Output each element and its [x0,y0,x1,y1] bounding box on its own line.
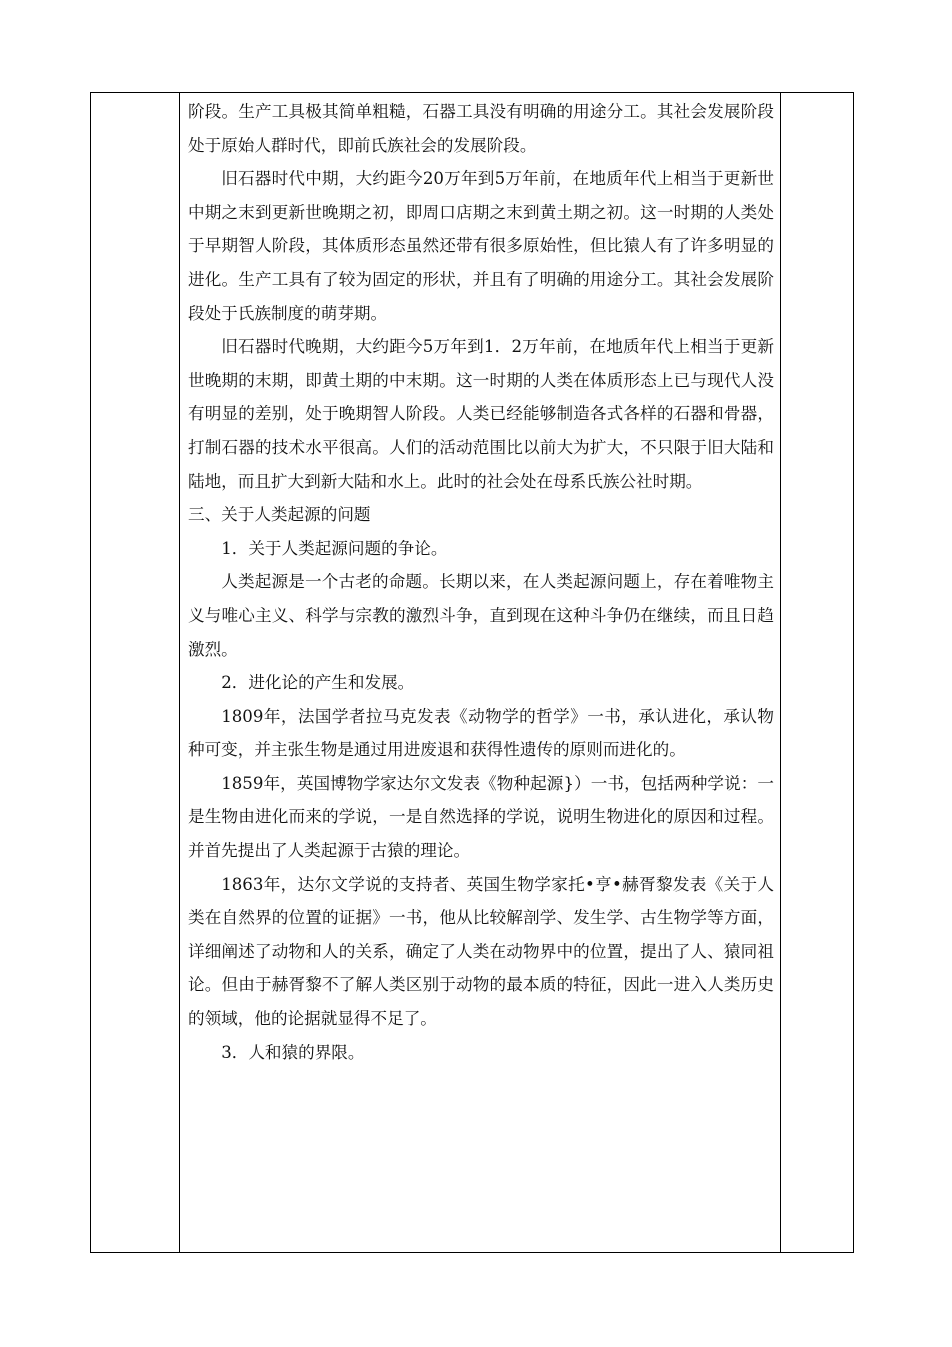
right-column-cell [781,93,854,1253]
content-text [180,93,780,1069]
paragraph-5: 1809年，法国学者拉马克发表《动物学的哲学》一书，承认进化，承认物种可变，并主张生物是通过用进废退和获得性遗传的原则而进化的。 [188,706,774,760]
paragraph-3: 旧石器时代晚期，大约距今5万年到1．2万年前，在地质年代上相当于更新世晚期的末期，即黄土期的中末期。这一时期的人类在体质形态上已与现代人没有明显的差别，处于晚期智人阶段。人类已经能够制造各式各样的石器和骨器，打制石器的技术水平很高。人们的活动范围比以前大为扩大，不只限于旧大陆和陆地，而且扩大到新大陆和水上。此时的社会处在母系氏族公社时期。 [188,337,774,491]
paragraph-1: 阶段。生产工具极其简单粗糙，石器工具没有明确的用途分工。其社会发展阶段处于原始人群时代，即前氏族社会的发展阶段。 [188,102,774,155]
content-cell [180,93,781,1253]
paragraph-4: 人类起源是一个古老的命题。长期以来，在人类起源问题上，存在着唯物主义与唯心主义、科学与宗教的激烈斗争，直到现在这种斗争仍在继续，而且日趋激烈。 [188,572,774,659]
section-heading: 三、关于人类起源的问题 [188,505,371,525]
subheading-2: 2．进化论的产生和发展。 [221,673,415,693]
lesson-table [90,92,854,1253]
paragraph-2: 旧石器时代中期，大约距今20万年到5万年前，在地质年代上相当于更新世中期之末到更新世晚期之初，即周口店期之末到黄土期之初。这一时期的人类处于早期智人阶段，其体质形态虽然还带有很多原始性，但比猿人有了许多明显的进化。生产工具有了较为固定的形状，并且有了明确的用途分工。其社会发展阶段处于氏族制度的萌芽期。 [188,169,774,323]
paragraph-7: 1863年，达尔文学说的支持者、英国生物学家托•亨•赫胥黎发表《关于人类在自然界的位置的证据》一书，他从比较解剖学、发生学、古生物学等方面，详细阐述了动物和人的关系，确定了人类在动物界中的位置，提出了人、猿同祖论。但由于赫胥黎不了解人类区别于动物的最本质的特征，因此一进入人类历史的领域，他的论据就显得不足了。 [188,874,774,1029]
subheading-1: 1．关于人类起源问题的争论。 [221,538,448,558]
left-column-cell [91,93,180,1253]
table-row [91,93,854,1253]
paragraph-6: 1859年，英国博物学家达尔文发表《物种起源}）一书，包括两种学说：一是生物由进化而来的学说，一是自然选择的学说，说明生物进化的原因和过程。并首先提出了人类起源于古猿的理论。 [188,773,774,861]
subheading-3: 3．人和猿的界限。 [221,1042,365,1062]
